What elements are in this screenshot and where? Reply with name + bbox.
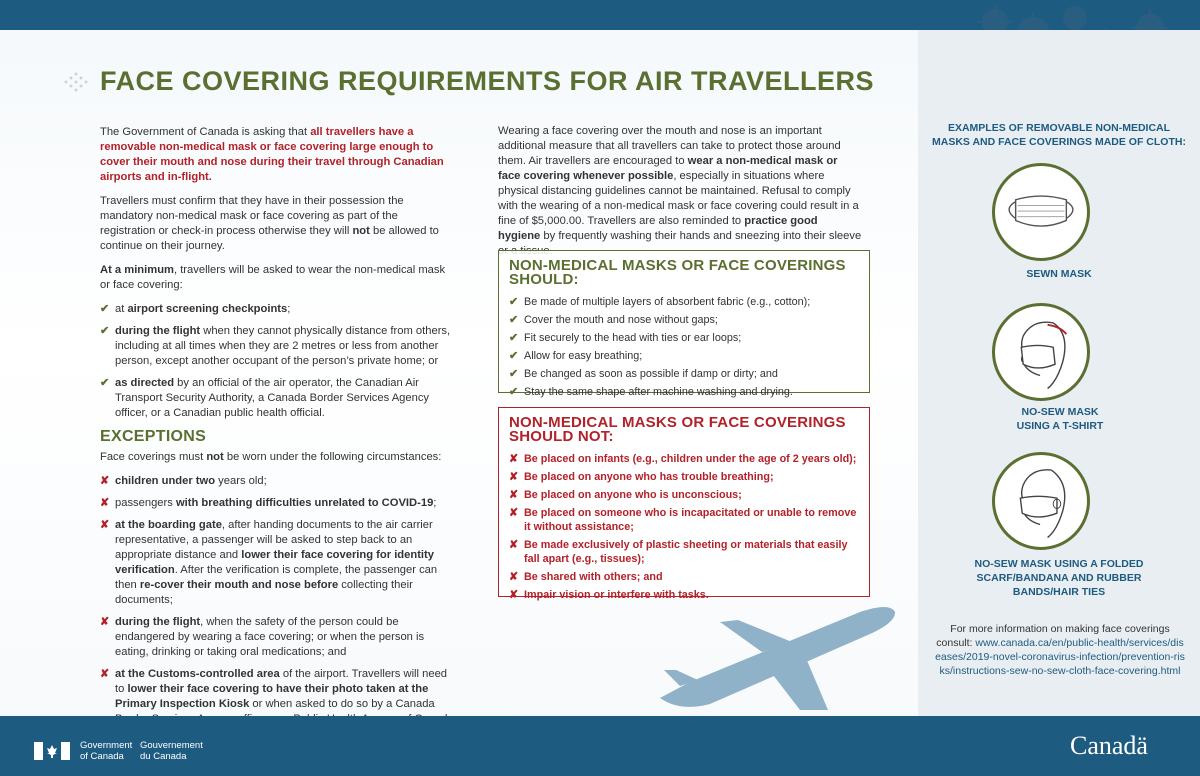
list-item [509, 367, 859, 381]
minimum-text: , travellers will be asked to wear the non-medical mask or face covering: [100, 264, 446, 291]
list-item [100, 302, 455, 317]
exceptions-heading: EXCEPTIONS [100, 428, 207, 445]
exc-text: of the airport. Travellers will need to [115, 668, 448, 695]
list-item [100, 376, 455, 421]
info-link[interactable]: www.canada.ca/en/public-health/services/diseases/2019-novel-coronavirus-infection/prevention-risks/instructions-sew-no-sew-cloth-face-covering.html [935, 637, 1185, 677]
more-info [935, 622, 1185, 678]
mid-text: , especially in situations where physical distancing guidelines cannot be maintained. Refusal to comply with the wearing of a non-medical mask or face covering could result in a fine of $5,000.00. Travellers are also reminded to [498, 170, 859, 227]
exceptions-list [100, 474, 455, 742]
mask-icon [995, 166, 1087, 258]
cross-icon: ✘ [100, 616, 110, 628]
exc-text: or when asked to do so by a Canada [252, 698, 435, 710]
list-item-text: Be placed on someone who is incapacitated or unable to remove it without assistance; [524, 507, 857, 533]
check-icon: ✔ [100, 303, 110, 315]
confirm-end: be allowed to continue on their journey. [100, 225, 439, 252]
airplane-icon [650, 600, 900, 712]
req-bold: airport screening checkpoints [127, 303, 288, 315]
check-icon: ✔ [509, 296, 519, 308]
caption-sewn-mask: SEWN MASK [1026, 268, 1092, 280]
list-item-text: Stay the same shape after machine washing and drying. [524, 386, 793, 398]
should-not-box [498, 407, 870, 601]
list-item [509, 538, 859, 566]
gov-french [140, 740, 203, 762]
list-item [100, 518, 455, 608]
minimum-bold: At a minimum [100, 264, 174, 276]
req-bold: during the flight [115, 325, 201, 337]
req-text: when they cannot physically distance from others, including at all times when they are 2 metres or less from another person, except another occupant of the person’s private home; or [115, 325, 451, 367]
cross-icon: ✘ [100, 668, 110, 680]
exc-bold: during the flight [115, 616, 201, 628]
list-item [509, 470, 859, 484]
list-item-text: Be placed on anyone who is unconscious; [524, 489, 742, 501]
list-item [509, 488, 859, 502]
gov-fr-line1: Gouvernement [140, 740, 203, 751]
info-text: For more information on making face coverings consult: [936, 623, 1170, 649]
exc-text: years old; [215, 475, 267, 487]
mid-text: Wearing a face covering over the mouth and nose is an important additional measure that all travellers can take to protect those around them. Air travellers are encouraged to [498, 125, 841, 167]
list-item-text: Be placed on anyone who has trouble breathing; [524, 471, 774, 483]
should-box [498, 250, 870, 398]
exc-bold: lower their face covering to have their photo taken at the Primary Inspection Kiosk [115, 683, 429, 710]
chevron-icon [62, 62, 92, 102]
cross-icon: ✘ [509, 589, 519, 601]
middle-paragraph [498, 124, 863, 259]
check-icon: ✔ [509, 332, 519, 344]
exc-not: not [206, 451, 224, 463]
list-item [509, 349, 859, 363]
canada-wordmark: Canadä [1070, 731, 1148, 760]
req-bold: as directed [115, 377, 175, 389]
should-list [509, 295, 859, 399]
cross-icon: ✘ [100, 519, 110, 531]
list-item-text: Fit securely to the head with ties or ear loops; [524, 332, 742, 344]
mid-bold: wear a non-medical mask or face covering whenever possible [498, 155, 838, 182]
req-text: by an official of the air operator, the Canadian Air Transport Security Authority, a Canada Border Services Agency officer, or a Canadian public health official. [115, 377, 430, 419]
gov-en-line1: Government [80, 740, 133, 751]
list-item [509, 570, 859, 584]
examples-heading: EXAMPLES OF REMOVABLE NON-MEDICAL MASKS AND FACE COVERINGS MADE OF CLOTH: [932, 122, 1186, 148]
exc-text: collecting their documents; [115, 579, 413, 606]
page-title: FACE COVERING REQUIREMENTS FOR AIR TRAVELLERS [100, 66, 875, 96]
sewn-mask-image [992, 163, 1090, 261]
exc-bold: at the Customs-controlled area [115, 668, 280, 680]
should-not-heading: NON-MEDICAL MASKS OR FACE COVERINGS SHOULD NOT: [509, 414, 846, 445]
confirm-paragraph [100, 194, 455, 254]
exc-text: . After the verification is complete, the passenger can then [115, 564, 438, 591]
cross-icon: ✘ [509, 507, 519, 519]
should-heading: NON-MEDICAL MASKS OR FACE COVERINGS SHOULD: [509, 257, 846, 288]
requirements-list [100, 302, 455, 421]
exceptions-intro [100, 450, 455, 465]
mid-text: by frequently washing their hands and sneezing into their sleeve [543, 230, 862, 242]
exc-text: ; [433, 497, 437, 509]
exc-text: , when the safety of the person could be endangered by wearing a face covering; or when the person is eating, drinking or taking oral medications; and [115, 616, 425, 658]
minimum-paragraph [100, 263, 455, 293]
check-icon: ✔ [509, 368, 519, 380]
list-item [509, 506, 859, 534]
tshirt-mask-image [992, 303, 1090, 401]
req-text: ; [287, 303, 291, 315]
should-not-list [509, 452, 859, 602]
check-icon: ✔ [100, 377, 110, 389]
canada-flag-icon [34, 742, 70, 760]
list-item-text: Impair vision or interfere with tasks. [524, 589, 709, 601]
cross-icon: ✘ [509, 471, 519, 483]
intro-highlight: all travellers have a removable non-medical mask or face covering large enough to cover their mouth and nose during their travel through Canadian airports and in-flight [100, 126, 444, 183]
list-item [100, 474, 455, 489]
gov-en-line2: of Canada [80, 751, 124, 762]
exc-bold: with breathing difficulties unrelated to COVID-19 [175, 497, 434, 509]
list-item [100, 496, 455, 511]
exc-text: passengers [115, 497, 176, 509]
left-column [100, 125, 455, 749]
exc-bold: lower their face covering for identity verification [115, 549, 434, 576]
list-item-text: Be changed as soon as possible if damp or dirty; and [524, 368, 778, 380]
list-item [509, 452, 859, 466]
scarf-mask-image [992, 452, 1090, 550]
cross-icon: ✘ [509, 489, 519, 501]
list-item-text: Be made of multiple layers of absorbent fabric (e.g., cotton); [524, 296, 811, 308]
list-item-text: Cover the mouth and nose without gaps; [524, 314, 718, 326]
cross-icon: ✘ [100, 475, 110, 487]
cross-icon: ✘ [509, 539, 519, 551]
cross-icon: ✘ [509, 453, 519, 465]
exc-bold: children under two [115, 475, 216, 487]
head-mask-icon [995, 306, 1087, 398]
confirm-not: not [352, 225, 370, 237]
middle-column [498, 124, 863, 268]
check-icon: ✔ [509, 386, 519, 398]
cross-icon: ✘ [509, 571, 519, 583]
caption-scarf-mask: NO-SEW MASK USING A FOLDED SCARF/BANDANA AND RUBBER BANDS/HAIR TIES [974, 558, 1144, 598]
head-scarf-icon [995, 455, 1087, 547]
gov-fr-line2: du Canada [140, 751, 187, 762]
list-item [509, 295, 859, 309]
list-item [509, 331, 859, 345]
req-text: at [115, 303, 128, 315]
confirm-text: Travellers must confirm that they have in their possession the mandatory non-medical mask or face covering as part of the registration or check-in process otherwise they will [100, 195, 404, 237]
check-icon: ✔ [100, 325, 110, 337]
caption-tshirt-mask: NO-SEW MASK USING A T-SHIRT [1016, 406, 1104, 432]
list-item-text: Be shared with others; and [524, 571, 663, 583]
gov-english [80, 740, 132, 762]
list-item-text: Be made exclusively of plastic sheeting or materials that easily fall apart (e.g., tissues); [524, 539, 848, 565]
check-icon: ✔ [509, 314, 519, 326]
exc-text: , after handing documents to the air carrier representative, a passenger will be asked to step back to an appropriate distance and [115, 519, 433, 561]
list-item [509, 385, 859, 399]
check-icon: ✔ [509, 350, 519, 362]
list-item [100, 324, 455, 369]
list-item [100, 615, 455, 660]
exc-bold: at the boarding gate [115, 519, 222, 531]
intro-text: The Government of Canada is asking that [100, 126, 311, 138]
cross-icon: ✘ [100, 497, 110, 509]
intro-end: . [208, 171, 212, 183]
list-item [509, 313, 859, 327]
list-item-text: Be placed on infants (e.g., children under the age of 2 years old); [524, 453, 857, 465]
exc-bold: re-cover their mouth and nose before [139, 579, 339, 591]
exc-text: Face coverings must [100, 451, 207, 463]
intro-paragraph [100, 125, 455, 185]
list-item-text: Allow for easy breathing; [524, 350, 643, 362]
mid-bold: practice good hygiene [498, 215, 818, 242]
exc-text: be worn under the following circumstances: [223, 451, 442, 463]
